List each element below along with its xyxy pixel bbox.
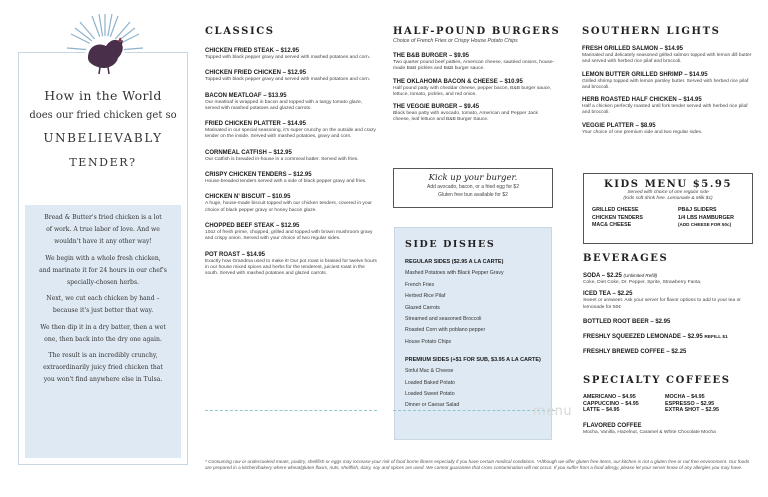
menu-item — [205, 121, 377, 141]
side-item: Roasted Corn with poblano pepper — [405, 327, 486, 334]
item-name: CHICKEN N' BISCUIT – $10.95 — [205, 194, 291, 201]
item-note: (Unlimited Refill) — [623, 273, 658, 278]
item-name: THE VEGGIE BURGER – $9.45 — [393, 104, 480, 111]
item-desc: Half pound patty with cheddar cheese, pepper bacon, B&B burger sauce, lettuce, tomato, pickles, and red onion. — [393, 85, 552, 97]
side-item: Loaded Sweet Potato — [405, 390, 455, 397]
chicken-logo-icon — [66, 12, 144, 90]
item-name: VEGGIE PLATTER – $8.95 — [582, 122, 656, 129]
burgers-subtitle: Choice of French Fries or Crispy House Potato Chips — [393, 38, 518, 44]
regular-sides-header: REGULAR SIDES ($2.95 A LA CARTE) — [405, 259, 504, 265]
item-name: THE OKLAHOMA BACON & CHEESE – $10.95 — [393, 78, 523, 85]
item-name: ICED TEA – $2.25 — [583, 291, 633, 298]
menu-item — [583, 349, 755, 355]
menu-item — [583, 291, 755, 311]
flavored-coffee-desc: Mocha, Vanilla, Hazelnut, Caramel & White Chocolate Mocha — [583, 430, 716, 435]
side-dishes-box — [394, 227, 552, 440]
menu-item — [205, 252, 377, 278]
item-desc: A huge, house-made biscuit topped with our chicken tenders, covered in your choice of black pepper gravy or honey bacon glaze. — [205, 201, 372, 213]
specialty-coffees-title: SPECIALTY COFFEES — [583, 375, 731, 386]
burgers-section — [393, 26, 561, 124]
classics-title: CLASSICS — [205, 26, 275, 37]
kids-items — [592, 207, 744, 228]
story-line: We begin with a whole fresh chicken, — [45, 254, 161, 262]
menu-item — [582, 123, 754, 136]
side-item: Glazed Carrots — [405, 304, 440, 311]
story-line: one, then back into the dry one again. — [44, 335, 162, 343]
menu-item — [393, 79, 555, 99]
item-desc: Sweet or unsweet. Ask your server for flavor options to add to your tea or lemonade for 50¢ — [583, 298, 741, 310]
side-item: Mashed Potatoes with Black Pepper Gravy — [405, 270, 504, 277]
menu-item — [205, 172, 377, 185]
story-headline — [18, 88, 188, 169]
side-item: Sinful Mac & Cheese — [405, 368, 454, 375]
item-name: BACON MEATLOAF – $13.95 — [205, 92, 287, 99]
story-line: The result is an incredibly crunchy, — [48, 352, 158, 360]
item-desc: 10oz of fresh prime, chopped, grilled and topped with brown mushroom gravy and crispy onion. Served with your choice of two regular sides. — [205, 229, 373, 242]
item-name: CRISPY CHICKEN TENDERS – $12.95 — [205, 172, 312, 179]
story-line: We then dip it in a dry batter, then a wet — [40, 323, 166, 331]
item-name: CHOPPED BEEF STEAK – $12.95 — [205, 222, 300, 229]
item-desc: Coke, Diet Coke, Dr. Pepper, Sprite, Strawberry Fanta. — [583, 280, 702, 285]
menu-item — [205, 93, 377, 113]
item-desc: Marinated and delicately seasoned grilled salmon topped with lemon dill butter and served with herbed rice pilaf and broccoli. — [582, 53, 752, 65]
side-item: Dinner or Caesar Salad — [405, 402, 460, 409]
item-desc: Half a chicken perfectly roasted until fork tender served with herbed rice pilaf and broccoli. — [582, 104, 748, 116]
menu-item — [393, 104, 555, 124]
story-line: Bread & Butter's fried chicken is a lot — [44, 214, 162, 221]
item-name — [583, 273, 755, 279]
beverages-title: BEVERAGES — [583, 253, 669, 264]
menu-item — [205, 70, 377, 83]
item-name: FRESHLY BREWED COFFEE – $2.25 — [583, 348, 687, 355]
item-name: THE B&B BURGER – $9.95 — [393, 53, 470, 59]
story-line: and marinate it for 24 hours in our chef's — [39, 266, 167, 274]
side-item: Loaded Baked Potato — [405, 379, 455, 386]
coffee-item: ESPRESSO – $2.95 — [665, 400, 715, 407]
side-item: House Potato Chips — [405, 338, 452, 345]
burgers-title: HALF-POUND BURGERS — [393, 26, 561, 37]
side-dishes-title: SIDE DISHES — [405, 239, 496, 250]
specialty-coffees-section — [583, 375, 755, 436]
item-desc: Our meatloaf is wrapped in bacon and topped with a tangy tomato glaze, served with mashed potatoes and glazed carrots. — [205, 99, 363, 111]
menu-item — [205, 194, 377, 214]
kids-item-note: (ADD CHEESE FOR 50c) — [678, 222, 732, 227]
item-desc: Two quarter pound beef patties, American cheese, sautéed onions, house-made B&B pickles and B&B burger sauce. — [393, 60, 555, 72]
kids-item: GRILLED CHEESE — [592, 207, 639, 213]
story-line: because it's just better that way. — [52, 307, 154, 315]
story-line: you won't find anywhere else in Tulsa. — [43, 376, 163, 384]
kick-up-box — [393, 168, 553, 208]
item-desc: Exactly how Grandma used to make it! Our pot roast is braised for twelve hours in our house mixed spices and herbs for the tenderest, juiciest roast in the south. Served with mashed potatoes and glazed carrots. — [205, 258, 377, 277]
side-item: Streamed and seasoned Broccoli — [405, 315, 482, 322]
kids-item: CHICKEN TENDERS — [592, 214, 643, 221]
kids-item: 1/4 LBS HAMBURGER — [678, 214, 734, 221]
item-note: REFILL $1 — [704, 334, 728, 340]
headline-line-1: How in the World — [44, 88, 162, 103]
kids-item: PB&J SLIDERS — [678, 207, 717, 213]
item-name: CHICKEN FRIED STEAK – $12.95 — [205, 48, 300, 54]
menu-item — [582, 46, 754, 66]
story-line: of work. A true labor of love. And we — [46, 226, 160, 234]
story-text-box — [25, 205, 181, 458]
kick-up-line-1: Add avocado, bacon, or a fried egg for $2 — [426, 184, 519, 190]
menu-item — [393, 53, 555, 73]
item-name: LEMON BUTTER GRILLED SHRIMP – $14.95 — [582, 71, 708, 78]
story-line: extraordinarily juicy fried chicken that — [43, 364, 163, 372]
divider-rule — [393, 410, 555, 411]
item-name: FRESH GRILLED SALMON – $14.95 — [582, 46, 684, 52]
divider-rule — [205, 410, 377, 411]
premium-sides-header: PREMIUM SIDES (+$1 FOR SUB, $3.95 A LA CARTE) — [405, 356, 541, 363]
headline-line-3: UNBELIEVABLY — [43, 131, 163, 145]
item-name — [583, 334, 755, 340]
item-name: POT ROAST – $14.95 — [205, 251, 266, 258]
item-desc: Marinated in our special seasoning, it's super crunchy on the outside and crazy tender on the inside. Served with mashed potatoes, gravy and corn. — [205, 128, 376, 140]
item-name-text: SODA – $2.25 — [583, 273, 622, 279]
menu-item — [205, 223, 377, 243]
menu-item — [205, 48, 377, 61]
item-desc: Black bean patty with avocado, tomato, American and Pepper Jack cheese, leaf lettuce and B&B Burger Sauce. — [393, 111, 538, 123]
kids-menu-sub-2: (Kids soft drink free. Lemonade & Milk $1) — [623, 196, 713, 201]
kick-up-line-2: Gluten free bun available for $2 — [438, 192, 508, 198]
menu-item — [582, 97, 754, 117]
kids-menu-title: KIDS MENU $5.95 — [603, 179, 733, 190]
side-item: Herbed Rice Pilaf — [405, 293, 446, 300]
item-desc: Your choice of one premium side and two regular sides. — [582, 129, 703, 135]
kids-item: MAC& CHEESE — [592, 222, 632, 228]
item-name: HERB ROASTED HALF CHICKEN – $14.95 — [582, 97, 702, 104]
coffee-item: CAPPUCCINO – $4.95 — [583, 400, 639, 407]
item-desc: Our Catfish is breaded in-house in a cornmeal batter. Served with fries. — [205, 156, 359, 162]
item-desc: Grilled shrimp topped with lemon parsley butter. Served with herbed rice pilaf and broccoli. — [582, 78, 749, 90]
coffee-item: MOCHA – $4.95 — [665, 394, 705, 400]
coffee-item: AMERICANO – $4.95 — [583, 394, 636, 400]
coffee-items — [583, 394, 755, 413]
menu-item — [583, 319, 755, 325]
coffee-item: EXTRA SHOT – $2.95 — [665, 407, 720, 413]
southern-lights-section — [582, 26, 754, 136]
beverages-section — [583, 253, 755, 355]
item-desc: Topped with black pepper gravy and served with mashed potatoes and corn. — [205, 77, 371, 83]
coffee-item: LATTE – $4.95 — [583, 407, 620, 413]
item-name: CHICKEN FRIED CHICKEN – $12.95 — [205, 70, 307, 77]
story-line: Next, we cut each chicken by hand – — [46, 295, 160, 303]
story-line: specially-chosen herbs. — [66, 279, 140, 287]
watermark: menu — [533, 404, 573, 419]
southern-lights-title: SOUTHERN LIGHTS — [582, 26, 721, 37]
item-name: BOTTLED ROOT BEER – $2.95 — [583, 318, 671, 325]
headline-line-4: TENDER? — [69, 156, 137, 169]
classics-section — [205, 26, 377, 277]
menu-item — [205, 150, 377, 163]
kick-up-title: Kick up your burger. — [428, 173, 518, 183]
item-name: CORNMEAL CATFISH – $12.95 — [205, 149, 292, 156]
item-desc: Topped with black pepper gravy and served with mashed potatoes and corn. — [205, 55, 371, 60]
flavored-coffee-title: FLAVORED COFFEE — [583, 423, 642, 429]
kids-menu-sub-1: Served with choice of one regular side — [627, 190, 709, 195]
menu-item — [582, 72, 754, 92]
menu-item — [583, 273, 755, 286]
menu-item — [583, 334, 755, 340]
item-name-text: FRESHLY SQUEEZED LEMONADE – $2.95 — [583, 333, 703, 340]
headline-line-2: does our fried chicken get so — [29, 110, 177, 121]
item-name: FRIED CHICKEN PLATTER – $14.95 — [205, 121, 306, 128]
kids-menu-box — [583, 173, 753, 244]
story-line: wouldn't have it any other way! — [54, 238, 152, 246]
side-item: French Fries — [405, 281, 435, 288]
item-desc: House-breaded tenders served with a side of black pepper gravy and fries. — [205, 179, 367, 185]
footnote: * Consuming raw or undercooked meats, poultry, shellfish or eggs may increase your risk of food borne illness especially if you have certain medical conditions. *Although we offer gluten free items, our kitchen is not a gluten free or nut free environment. Our foods are prepared in a kitchen/bakery where wheat/gluten flours, nuts, shellfish, dairy, soy and spices are used. We cannot guarantee that cross contamination will not occur. If you suffer from a food allergy, please let your server know of any allergies you may have. — [205, 459, 750, 471]
